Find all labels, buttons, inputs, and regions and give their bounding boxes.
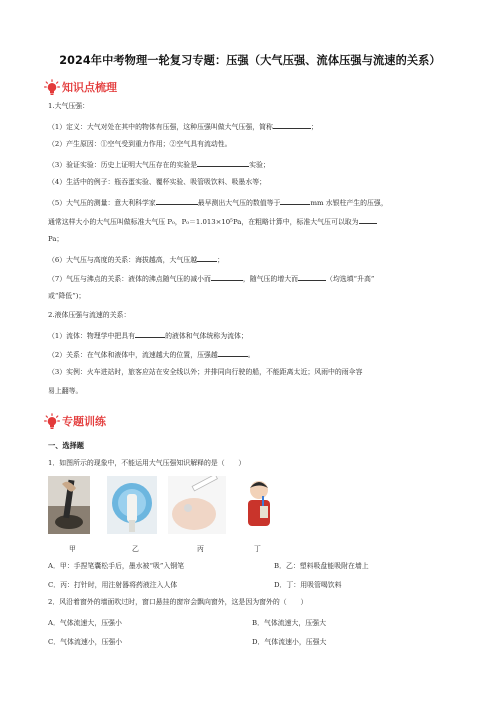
knowledge-line: （6）大气压与高度的关系：海拔越高，大气压越 ；	[48, 256, 224, 264]
answer-blank[interactable]	[135, 330, 165, 338]
subheading-choice: 一、选择题	[48, 441, 84, 450]
answer-blank[interactable]	[218, 349, 248, 357]
lightbulb-icon	[44, 413, 60, 430]
page-title: 2024年中考物理一轮复习专题：压强（大气压强、流体压强与流速的关系）	[59, 54, 441, 67]
knowledge-line: （2）产生原因：①空气受到重力作用；②空气具有流动性。	[48, 140, 232, 148]
answer-blank[interactable]	[197, 254, 217, 262]
knowledge-line: Pa；	[48, 235, 64, 243]
answer-blank[interactable]	[156, 197, 198, 205]
knowledge-line: 1.大气压强：	[48, 102, 90, 110]
answer-blank[interactable]	[298, 273, 326, 281]
knowledge-line: （2）关系：在气体和液体中，流速越大的位置，压强越 。	[48, 351, 255, 359]
knowledge-line: 或“降低”)；	[48, 292, 86, 300]
knowledge-line: 易上翻等。	[48, 387, 83, 395]
q2-option-d[interactable]: D．气体流速小，压强大	[252, 638, 327, 646]
lightbulb-icon	[44, 79, 60, 96]
figure-caption: 丁	[254, 545, 261, 553]
knowledge-line: （1）流体：物理学中把具有 的液体和气体统称为流体；	[48, 332, 248, 340]
answer-blank[interactable]	[197, 159, 249, 167]
knowledge-line: （4）生活中的例子：瓶吞蛋实验、覆杯实验、吸管吸饮料、吸墨水等；	[48, 178, 266, 186]
q1-option-d[interactable]: D．丁：用吸管喝饮料	[274, 581, 342, 589]
q2-option-b[interactable]: B．气体流速大，压强大	[252, 619, 326, 627]
image-child-drinking-straw	[238, 476, 280, 534]
question-2-stem: 2．风沿着窗外的墙面吹过时，窗口悬挂的窗帘会飘向窗外，这是因为窗外的（ ）	[48, 598, 308, 606]
section-header-knowledge	[44, 78, 117, 96]
answer-blank[interactable]	[359, 216, 377, 224]
knowledge-line: （7）气压与沸点的关系：液体的沸点随气压的减小而 ，随气压的增大而 （均选填“升高”	[48, 275, 375, 283]
answer-blank[interactable]	[273, 121, 311, 129]
image-suction-cup	[107, 476, 157, 534]
answer-blank[interactable]	[211, 273, 243, 281]
knowledge-line: （1）定义：大气对处在其中的物体有压强，这种压强叫做大气压强，简称 ；	[48, 123, 318, 131]
knowledge-line: （3）实例：火车进站时，旅客应站在安全线以外；并排同向行驶的船，不能距离太近；风雨中的雨伞容	[48, 368, 363, 376]
answer-blank[interactable]	[280, 197, 310, 205]
section-title-knowledge: 知识点梳理	[62, 81, 117, 94]
knowledge-line: 通常这样大小的大气压叫做标准大气压 P₀，P₀＝1.013×10⁵Pa，在粗略计算中，标准大气压可以取为	[48, 216, 377, 227]
figure-caption: 乙	[132, 545, 139, 553]
q1-option-b[interactable]: B．乙：塑料吸盘能吸附在墙上	[274, 562, 369, 570]
knowledge-line: 2.液体压强与流速的关系：	[48, 311, 131, 319]
knowledge-line: （3）验证实验：历史上证明大气压存在的实验是 实验；	[48, 161, 270, 169]
q1-option-c[interactable]: C．丙：打针时，用注射器将药液注入人体	[48, 581, 178, 589]
image-fountain-pen	[48, 476, 90, 534]
question-1-stem: 1．如图所示的现象中，不能运用大气压强知识解释的是（ ）	[48, 459, 246, 467]
q1-option-a[interactable]: A．甲：手捏笔囊松手后，墨水被“吸”入钢笔	[48, 562, 185, 570]
section-header-training	[44, 412, 106, 430]
image-syringe-injection	[168, 476, 226, 534]
knowledge-line: （5）大气压的测量：意大利科学家 最早测出大气压的数值等于 mm 水银柱产生的压强，	[48, 199, 388, 207]
q2-option-a[interactable]: A．气体流速大，压强小	[48, 619, 122, 627]
figure-caption: 甲	[69, 545, 76, 553]
q2-option-c[interactable]: C．气体流速小，压强小	[48, 638, 123, 646]
figure-caption: 丙	[197, 545, 204, 553]
section-title-training: 专题训练	[62, 415, 106, 428]
